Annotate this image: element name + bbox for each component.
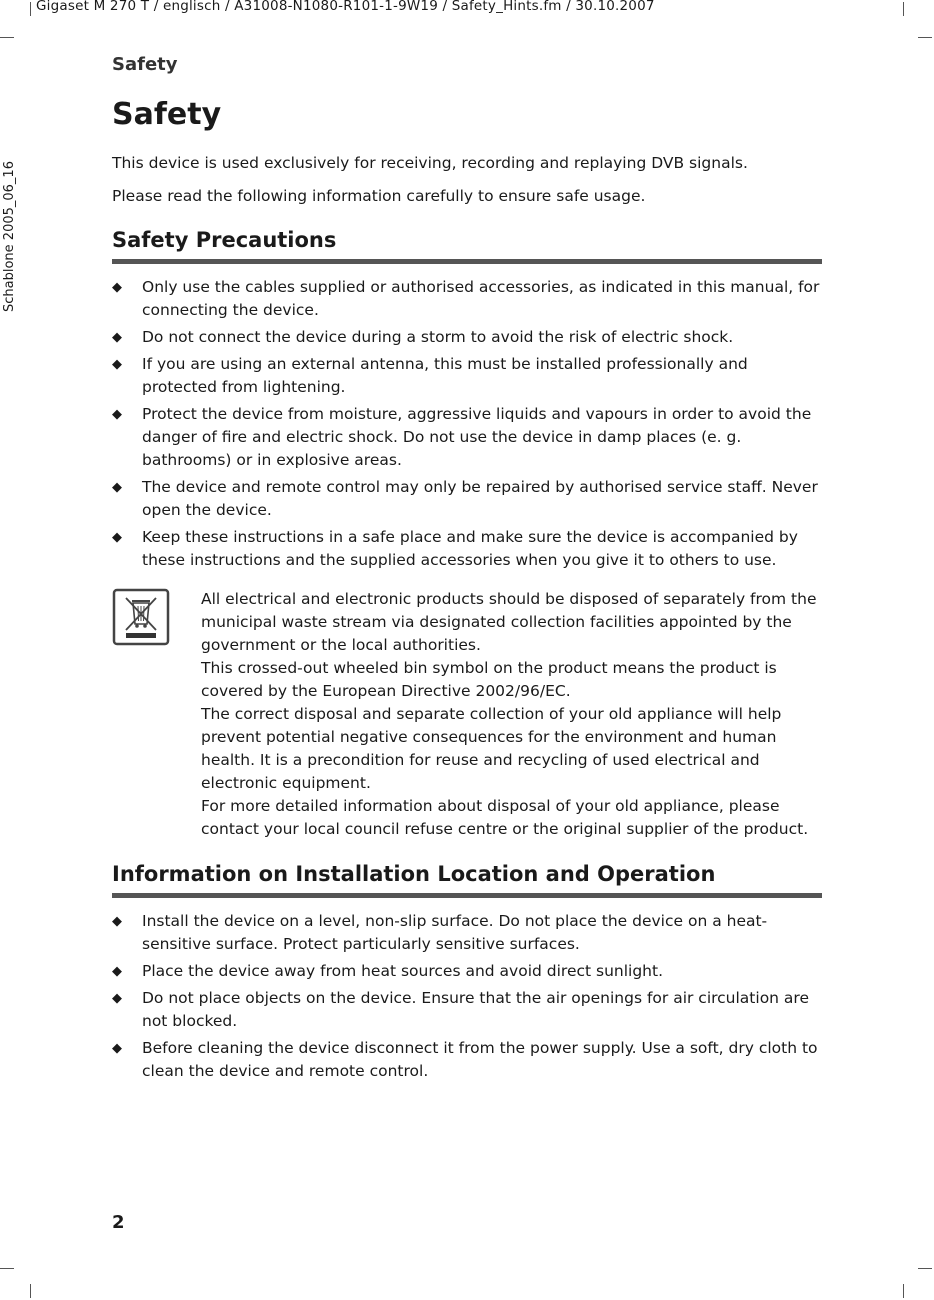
crop-mark-top-left-v bbox=[30, 2, 31, 16]
template-side-label: Schablone 2005_06_16 bbox=[2, 161, 17, 312]
weee-paragraph-2: This crossed-out wheeled bin symbol on the product means the product is covered by the European Directive 2002/96/EC. bbox=[201, 659, 777, 700]
safety-precautions-list bbox=[112, 276, 822, 572]
section-heading-installation: Information on Installation Location and Operation bbox=[112, 859, 822, 898]
list-item: ◆ Install the device on a level, non-slip surface. Do not place the device on a heat-sensitive surface. Protect particularly sensitive surfaces. bbox=[112, 912, 768, 953]
weee-paragraph-3: The correct disposal and separate collection of your old appliance will help prevent potential negative consequences for the environment and human health. It is a precondition for reuse and recycling of used electrical and electronic equipment. bbox=[201, 705, 782, 792]
list-item: ◆ The device and remote control may only be repaired by authorised service staff. Never open the device. bbox=[112, 478, 818, 519]
weee-disposal-notice bbox=[112, 588, 822, 841]
intro-paragraph-1: This device is used exclusively for receiving, recording and replaying DVB signals. bbox=[112, 154, 748, 172]
page-title: Safety bbox=[112, 97, 222, 132]
crossed-out-wheeled-bin-icon bbox=[112, 588, 201, 841]
weee-text bbox=[201, 588, 822, 841]
crop-mark-top-right-v bbox=[903, 2, 904, 16]
bullet-diamond-icon: ◆ bbox=[112, 530, 122, 545]
bullet-diamond-icon: ◆ bbox=[112, 330, 122, 345]
bullet-diamond-icon: ◆ bbox=[112, 480, 122, 495]
list-item: ◆ Protect the device from moisture, aggressive liquids and vapours in order to avoid the danger of fire and electric shock. Do not use the device in damp places (e. g. bathrooms) or in explosive areas. bbox=[112, 405, 812, 469]
weee-paragraph-1: All electrical and electronic products should be disposed of separately from the municipal waste stream via designated collection facilities appointed by the government or the local authorities. bbox=[201, 590, 817, 654]
list-item: ◆ Do not connect the device during a storm to avoid the risk of electric shock. bbox=[112, 326, 822, 349]
page-number: 2 bbox=[112, 1212, 125, 1233]
bullet-diamond-icon: ◆ bbox=[112, 991, 122, 1006]
list-item: ◆ Do not place objects on the device. Ensure that the air openings for air circulation are not blocked. bbox=[112, 989, 809, 1030]
page-content bbox=[112, 54, 822, 1087]
list-item: ◆ Before cleaning the device disconnect it from the power supply. Use a soft, dry cloth to clean the device and remote control. bbox=[112, 1039, 818, 1080]
crop-mark-bottom-right-h bbox=[918, 1268, 932, 1269]
crop-mark-bottom-left-v bbox=[30, 1284, 31, 1298]
crop-mark-bottom-left-h bbox=[0, 1268, 14, 1269]
intro-paragraph-2: Please read the following information carefully to ensure safe usage. bbox=[112, 187, 646, 205]
bullet-diamond-icon: ◆ bbox=[112, 280, 122, 295]
list-item: ◆ Only use the cables supplied or authorised accessories, as indicated in this manual, for connecting the device. bbox=[112, 278, 820, 319]
bullet-diamond-icon: ◆ bbox=[112, 407, 122, 422]
bullet-diamond-icon: ◆ bbox=[112, 357, 122, 372]
weee-paragraph-4: For more detailed information about disposal of your old appliance, please contact your local council refuse centre or the original supplier of the product. bbox=[201, 797, 809, 838]
crop-mark-bottom-right-v bbox=[903, 1284, 904, 1298]
section-heading-safety-precautions: Safety Precautions bbox=[112, 225, 822, 264]
bullet-diamond-icon: ◆ bbox=[112, 1041, 122, 1056]
crop-mark-top-right-h bbox=[918, 37, 932, 38]
list-item: ◆ Keep these instructions in a safe place and make sure the device is accompanied by these instructions and the supplied accessories when you give it to others to use. bbox=[112, 528, 798, 569]
list-item: ◆ Place the device away from heat sources and avoid direct sunlight. bbox=[112, 960, 822, 983]
running-head: Safety bbox=[112, 54, 178, 75]
installation-list bbox=[112, 910, 822, 1083]
bullet-diamond-icon: ◆ bbox=[112, 964, 122, 979]
crop-mark-top-left-h bbox=[0, 37, 14, 38]
bullet-diamond-icon: ◆ bbox=[112, 914, 122, 929]
list-item: ◆ If you are using an external antenna, this must be installed professionally and protected from lightening. bbox=[112, 355, 748, 396]
document-info-header: Gigaset M 270 T / englisch / A31008-N1080-R101-1-9W19 / Safety_Hints.fm / 30.10.2007 bbox=[36, 0, 655, 14]
